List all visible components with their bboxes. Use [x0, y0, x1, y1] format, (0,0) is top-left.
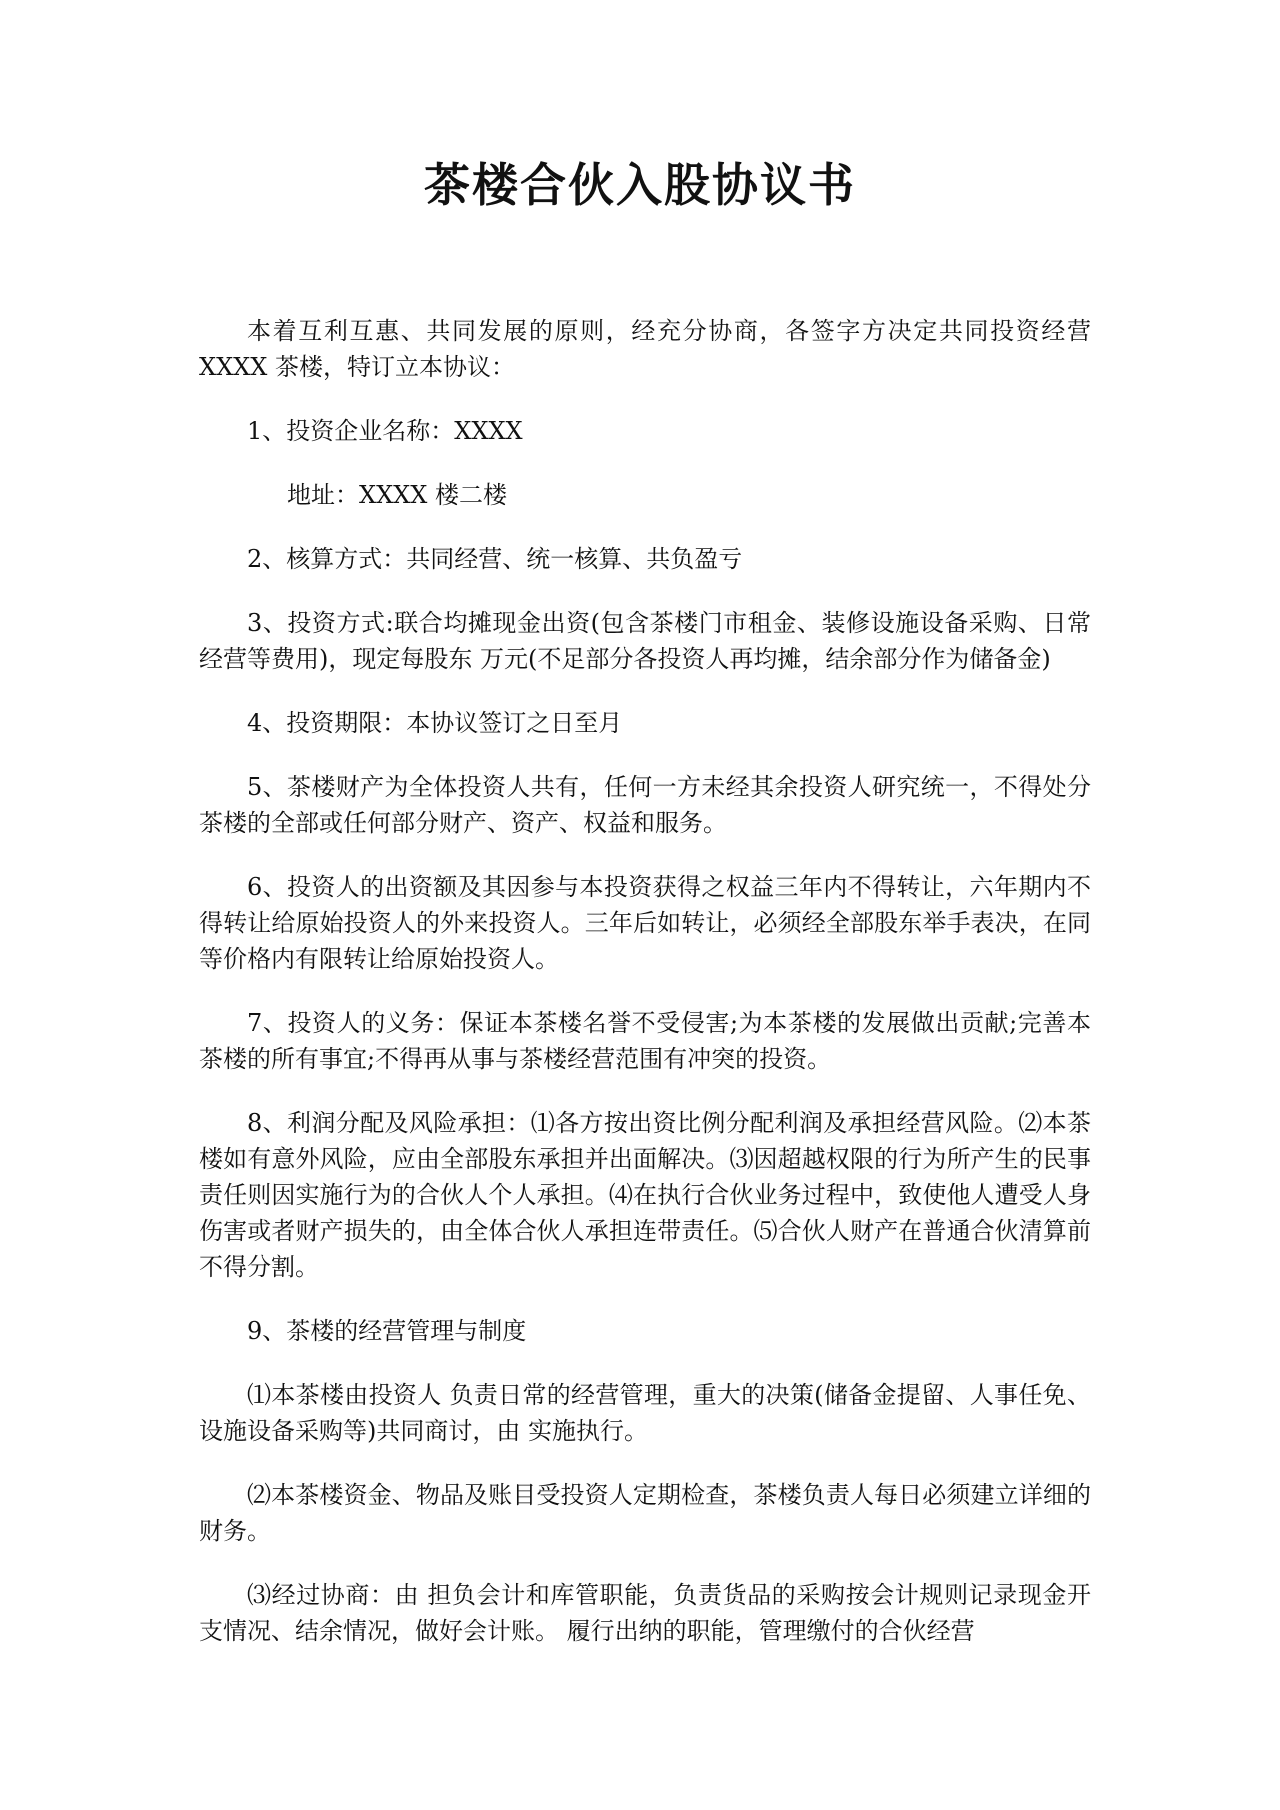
clause-9-item-1: ⑴本茶楼由投资人 负责日常的经营管理，重大的决策(储备金提留、人事任免、设施设备采购等)共同商讨，由 实施执行。: [199, 1381, 1091, 1445]
clause-3-investment-method: 3、投资方式:联合均摊现金出资(包含茶楼门市租金、装修设施设备采购、日常经营等费用)，现定每股东 万元(不足部分各投资人再均摊，结余部分作为储备金): [199, 609, 1091, 673]
clause-5-property: 5、茶楼财产为全体投资人共有，任何一方未经其余投资人研究统一，不得处分茶楼的全部或任何部分财产、资产、权益和服务。: [199, 773, 1091, 837]
intro-paragraph: 本着互利互惠、共同发展的原则，经充分协商，各签字方决定共同投资经营 XXXX 茶楼，特订立本协议：: [199, 317, 1091, 381]
clause-1-address: 地址：XXXX 楼二楼: [287, 481, 507, 509]
clause-7-obligations: 7、投资人的义务：保证本茶楼名誉不受侵害;为本茶楼的发展做出贡献;完善本茶楼的所有事宜;不得再从事与茶楼经营范围有冲突的投资。: [199, 1009, 1091, 1073]
document-title: 茶楼合伙入股协议书: [424, 158, 856, 212]
clause-9-management: 9、茶楼的经营管理与制度: [247, 1317, 527, 1345]
document-body: [199, 313, 1091, 1677]
clause-2-accounting: 2、核算方式：共同经营、统一核算、共负盈亏: [247, 545, 743, 573]
clause-9-item-2: ⑵本茶楼资金、物品及账目受投资人定期检查，茶楼负责人每日必须建立详细的财务。: [199, 1481, 1091, 1545]
clause-1-company-name: 1、投资企业名称：XXXX: [247, 417, 523, 445]
clause-8-profit-risk: 8、利润分配及风险承担：⑴各方按出资比例分配利润及承担经营风险。⑵本茶楼如有意外风险，应由全部股东承担并出面解决。⑶因超越权限的行为所产生的民事责任则因实施行为的合伙人个人承担。⑷在执行合伙业务过程中，致使他人遭受人身伤害或者财产损失的，由全体合伙人承担连带责任。⑸合伙人财产在普通合伙清算前不得分割。: [199, 1109, 1091, 1281]
clause-6-transfer: 6、投资人的出资额及其因参与本投资获得之权益三年内不得转让，六年期内不得转让给原始投资人的外来投资人。三年后如转让，必须经全部股东举手表决，在同等价格内有限转让给原始投资人。: [199, 873, 1091, 973]
clause-4-investment-term: 4、投资期限：本协议签订之日至月: [247, 709, 623, 737]
clause-9-item-3: ⑶经过协商：由 担负会计和库管职能，负责货品的采购按会计规则记录现金开支情况、结余情况，做好会计账。 履行出纳的职能，管理缴付的合伙经营: [199, 1581, 1091, 1645]
